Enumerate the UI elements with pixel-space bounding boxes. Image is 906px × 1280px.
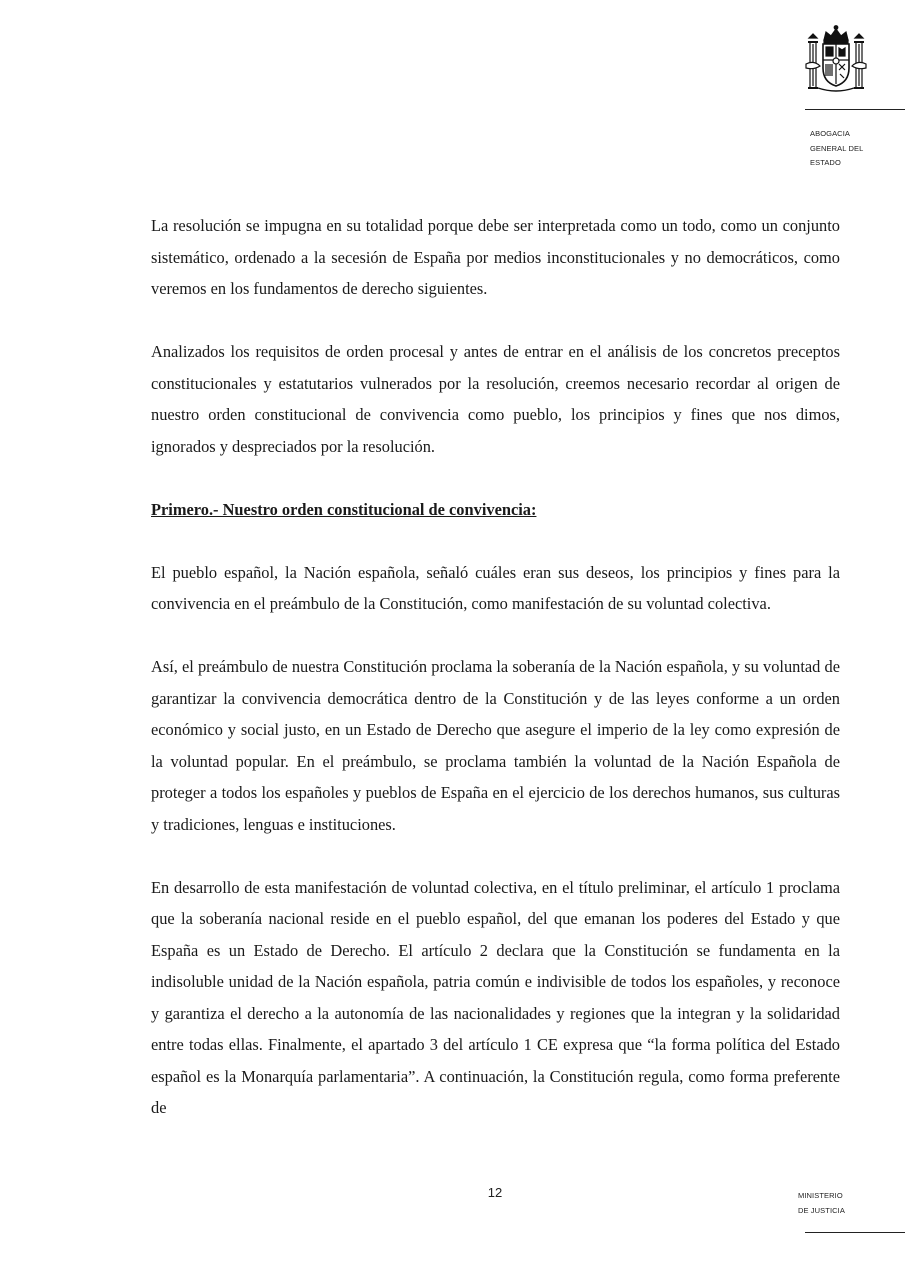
paragraph-1: La resolución se impugna en su totalidad porque debe ser interpretada como un todo, como un conjunto sistemático, ordenado a la secesión de España por medios inconstitucionales y no democráticos, como veremos en los fundamentos de derecho siguientes. (151, 216, 840, 298)
footer-org-label (798, 1189, 845, 1218)
org-line-1: ABOGACIA (810, 129, 850, 138)
footer-rule (805, 1232, 905, 1233)
paragraph-3: El pueblo español, la Nación española, señaló cuáles eran sus deseos, los principios y fines para la convivencia en el preámbulo de la Constitución, como manifestación de su voluntad colectiva. (151, 562, 840, 613)
org-line-3: ESTADO (810, 158, 841, 167)
header-org-label (810, 127, 863, 171)
section-heading: Primero.- Nuestro orden constitucional de convivencia: (151, 499, 537, 519)
document-body (151, 210, 840, 1124)
page-number: 12 (487, 1185, 503, 1200)
coat-of-arms-logo (804, 24, 868, 96)
paragraph-2: Analizados los requisitos de orden procesal y antes de entrar en el análisis de los concretos preceptos constitucionales y estatutarios vulnerados por la resolución, creemos necesario recordar al origen de nuestro orden constitucional de convivencia como pueblo, los principios y fines que nos dimos, ignorados y despreciados por la resolución. (151, 342, 840, 456)
footer-org-line-2: DE JUSTICIA (798, 1205, 845, 1215)
org-line-2: GENERAL DEL (810, 143, 864, 153)
footer-org-line-1: MINISTERIO (798, 1191, 843, 1200)
paragraph-5: En desarrollo de esta manifestación de voluntad colectiva, en el título preliminar, el artículo 1 proclama que la soberanía nacional reside en el pueblo español, del que emanan los poderes del Estado y que España es un Estado de Derecho. El artículo 2 declara que la Constitución se fundamenta en la indisoluble unidad de la Nación española, patria común e indivisible de todos los españoles, y reconoce y garantiza el derecho a la autonomía de las nacionalidades y regiones que la integran y la solidaridad entre todas ellas. Finalmente, el apartado 3 del artículo 1 CE expresa que “la forma política del Estado español es la Monarquía parlamentaria”. A continuación, la Constitución regula, como forma preferente de (151, 877, 840, 1117)
paragraph-4: Así, el preámbulo de nuestra Constitución proclama la soberanía de la Nación española, y su voluntad de garantizar la convivencia democrática dentro de la Constitución y de las leyes conforme a un orden económico y social justo, en un Estado de Derecho que asegure el imperio de la ley como expresión de la voluntad popular. En el preámbulo, se proclama también la voluntad de la Nación Española de proteger a todos los españoles y pueblos de España en el ejercicio de los derechos humanos, sus culturas y tradiciones, lenguas e instituciones. (151, 657, 840, 834)
header-rule (805, 109, 905, 110)
